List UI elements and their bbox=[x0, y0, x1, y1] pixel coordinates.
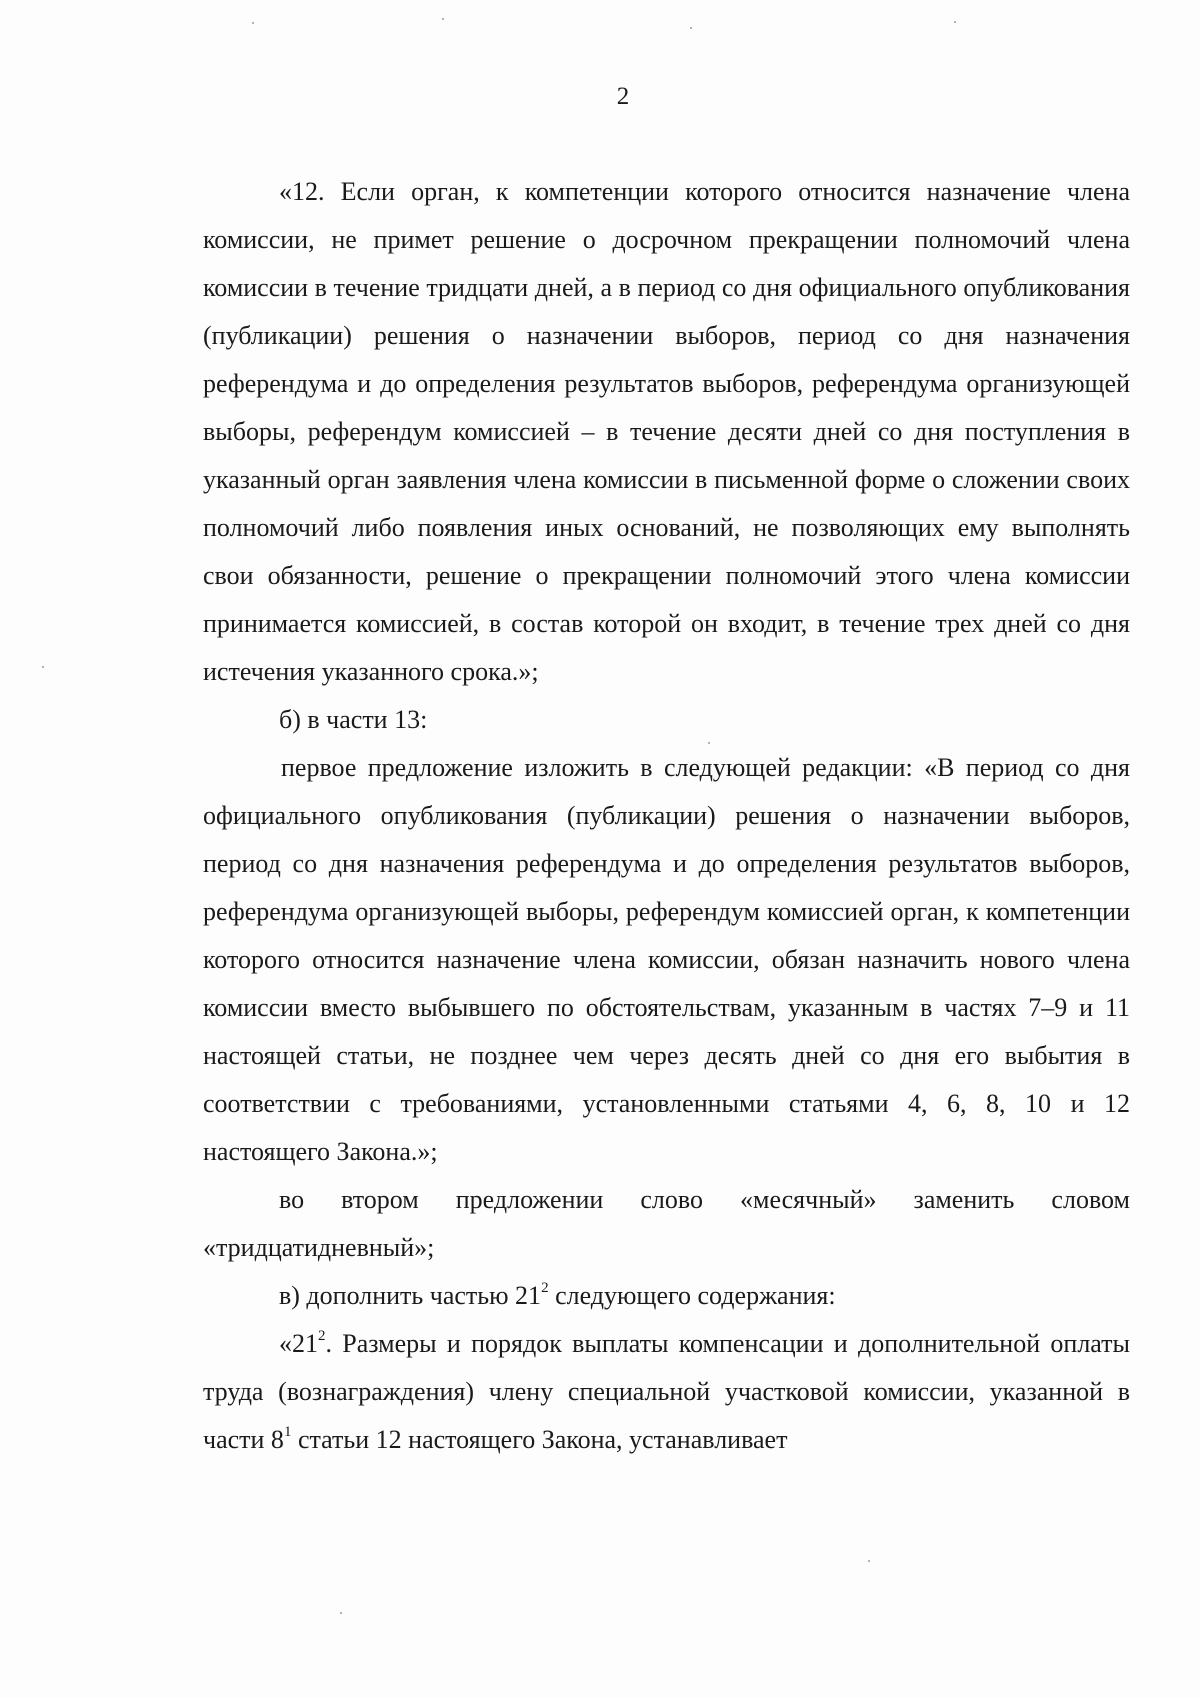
item-v-text-end: следующего содержания: bbox=[548, 1281, 836, 1310]
scan-speck bbox=[868, 1560, 870, 1562]
part-21-text: . Размеры и порядок выплаты компенсации и дополнительной оплаты труда (вознаграждения) члену специальной участковой комиссии, указанной в части 8 bbox=[203, 1329, 1130, 1454]
part-21-text-end: статьи 12 настоящего Закона, устанавливает bbox=[291, 1425, 788, 1454]
superscript: 2 bbox=[541, 1280, 549, 1296]
paragraph-part-12: «12. Если орган, к компетенции которого относится назначение члена комиссии, не примет решение о досрочном прекращении полномочий члена комиссии в течение тридцати дней, а в период со дня официального опубликования (публикации) решения о назначении выборов, период со дня назначения референдума и до определения результатов выборов, референдума организующей выборы, референдум комиссией – в течение десяти дней со дня поступления в указанный орган заявления члена комиссии в письменной форме о сложении своих полномочий либо появления иных оснований, не позволяющих ему выполнять свои обязанности, решение о прекращении полномочий этого члена комиссии принимается комиссией, в состав которой он входит, в течение трех дней со дня истечения указанного срока.»; bbox=[203, 177, 1130, 686]
scan-speck bbox=[690, 27, 692, 29]
scan-speck bbox=[340, 1612, 342, 1614]
scan-speck bbox=[442, 18, 444, 20]
scan-speck bbox=[42, 666, 44, 668]
scan-speck bbox=[708, 742, 710, 744]
item-v-text: в) дополнить частью 21 bbox=[279, 1281, 542, 1310]
paragraph-second-sentence: во втором предложении слово «месячный» заменить словом «тридцатидневный»; bbox=[203, 1185, 1130, 1262]
superscript: 2 bbox=[318, 1328, 326, 1344]
paragraph-part-21-2 bbox=[203, 1320, 1130, 1464]
scan-speck bbox=[252, 22, 254, 24]
paragraph-first-sentence: первое предложение изложить в следующей редакции: «В период со дня официального опубликования (публикации) решения о назначении выборов, период со дня назначения референдума и до определения результатов выборов, референдума организующей выборы, референдум комиссией орган, к компетенции которого относится назначение члена комиссии, обязан назначить нового члена комиссии вместо выбывшего по обстоятельствам, указанным в частях 7–9 и 11 настоящей статьи, не позднее чем через десять дней со дня его выбытия в соответствии с требованиями, установленными статьями 4, 6, 8, 10 и 12 настоящего Закона.»; bbox=[203, 753, 1130, 1166]
scan-speck bbox=[954, 21, 956, 23]
superscript: 1 bbox=[283, 1424, 292, 1440]
part-21-number: «21 bbox=[279, 1329, 318, 1358]
paragraph-item-b: б) в части 13: bbox=[279, 705, 428, 734]
document-body bbox=[203, 168, 1130, 1464]
paragraph-item-v bbox=[203, 1272, 1130, 1320]
page-number: 2 bbox=[616, 83, 630, 110]
